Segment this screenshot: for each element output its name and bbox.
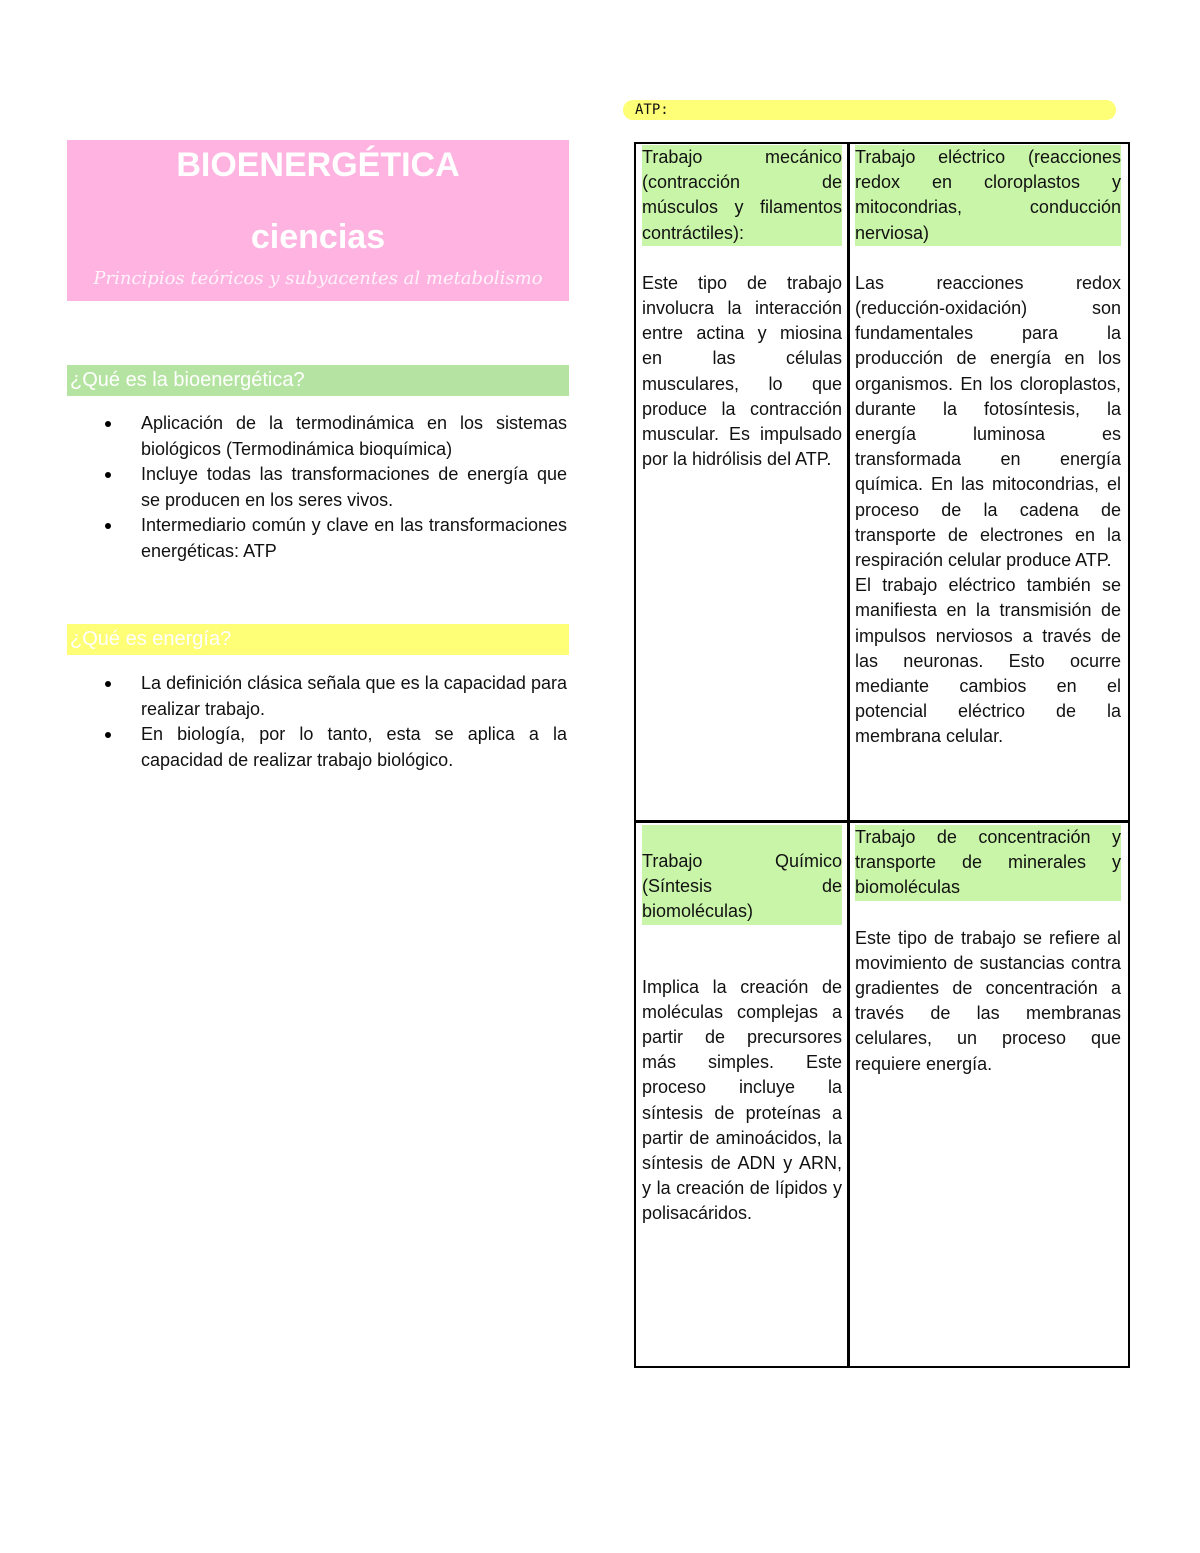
list-item: Intermediario común y clave en las transformaciones energéticas: ATP <box>67 513 567 564</box>
table-cell-electrical <box>855 145 1121 750</box>
cell-body: Este tipo de trabajo se refiere al movimiento de sustancias contra gradientes de concentración a través de las membranas celulares, un proceso que requiere energía. <box>855 927 1121 1074</box>
list-item: En biología, por lo tanto, esta se aplica a la capacidad de realizar trabajo biológico. <box>67 722 567 773</box>
cell-heading: Trabajo mecánico (contracción de músculos y filamentos contráctiles): <box>642 145 842 246</box>
list-item: La definición clásica señala que es la capacidad para realizar trabajo. <box>67 671 567 722</box>
table-divider-vertical <box>847 142 850 1368</box>
title-banner <box>67 140 569 301</box>
section-heading-bioenergetica: ¿Qué es la bioenergética? <box>67 365 569 396</box>
list-item: Aplicación de la termodinámica en los sistemas biológicos (Termodinámica bioquímica) <box>67 411 567 462</box>
cell-body: Las reacciones redox (reducción-oxidación) son fundamentales para la producción de energía en los organismos. En los cloroplastos, durante la fotosíntesis, la energía luminosa es transformada en energía química. En las mitocondrias, el proceso de la cadena de transporte de electrones en la respiración celular produce ATP. <box>855 272 1121 571</box>
document-title: BIOENERGÉTICA <box>176 146 460 184</box>
table-divider-horizontal <box>634 820 1130 823</box>
table-cell-mechanical <box>642 145 842 472</box>
document-subtitle: ciencias <box>250 218 386 256</box>
cell-heading: Trabajo Químico (Síntesis de biomoléculas) <box>642 825 842 925</box>
cell-heading: Trabajo de concentración y transporte de minerales y biomoléculas <box>855 825 1121 901</box>
cell-body: Implica la creación de moléculas complejas a partir de precursores más simples. Este proceso incluye la síntesis de proteínas a partir de aminoácidos, la síntesis de ADN y ARN, y la creación de lípidos y polisacáridos. <box>642 976 842 1224</box>
document-tagline: Principios teóricos y subyacentes al metabolismo <box>93 268 543 289</box>
bullet-list-energia <box>67 671 567 773</box>
cell-body-continued: El trabajo eléctrico también se manifiesta en la transmisión de impulsos nerviosos a través de las neuronas. Esto ocurre mediante cambios en el potencial eléctrico de la membrana celular. <box>855 575 1121 747</box>
table-cell-chemical <box>642 825 842 1227</box>
table-cell-concentration <box>855 825 1121 1077</box>
section-heading-energia: ¿Qué es energía? <box>67 624 569 655</box>
list-item: Incluye todas las transformaciones de energía que se producen en los seres vivos. <box>67 462 567 513</box>
cell-heading: Trabajo eléctrico (reacciones redox en cloroplastos y mitocondrias, conducción nerviosa) <box>855 145 1121 246</box>
atp-label-bar: ATP: <box>623 100 1116 120</box>
bullet-list-bioenergetica <box>67 411 567 564</box>
cell-body: Este tipo de trabajo involucra la interacción entre actina y miosina en las células musculares, lo que produce la contracción muscular. Es impulsado por la hidrólisis del ATP. <box>642 272 842 470</box>
